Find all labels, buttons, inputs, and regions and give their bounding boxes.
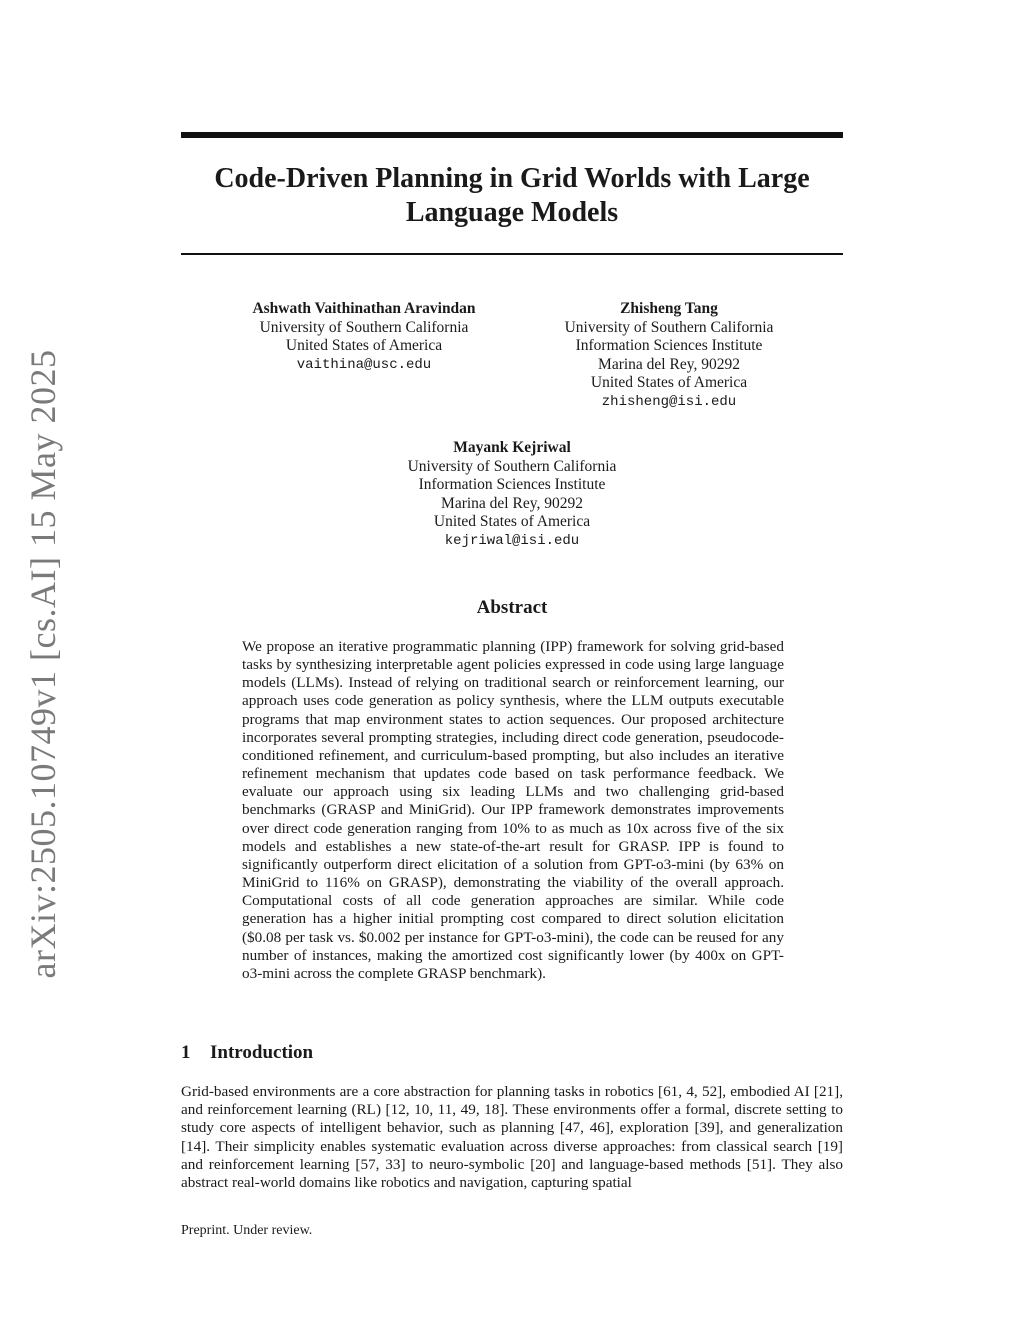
author-email: zhisheng@isi.edu: [601, 393, 737, 410]
author-affiliation: Marina del Rey, 90292: [598, 355, 740, 373]
author-affiliation: United States of America: [590, 374, 748, 391]
section-heading-introduction: [181, 1041, 313, 1065]
section-number: 1: [181, 1042, 191, 1063]
title-top-rule: [181, 132, 843, 138]
introduction-text: Grid-based environments are a core abstraction for planning tasks in robotics [61, 4, 52], embodied AI [21], and reinforcement learning (RL) [12, 10, 11, 49, 18]. These environments offer a formal, discrete setting to study core aspects of intelligent behavior, such as planning [47, 46], exploration [39], and generalization [14]. Their simplicity enables systematic evaluation across diverse approaches: from classical search [19] and reinforcement learning [57, 33] to neuro-symbolic [20] and language-based methods [51]. They also abstract real-world domains like robotics and navigation, capturing spatial: [181, 1083, 843, 1192]
author-block-3: [362, 439, 662, 550]
author-affiliation: Marina del Rey, 90292: [441, 494, 583, 512]
author-block-2: [519, 300, 819, 411]
author-affiliation: Information Sciences Institute: [418, 476, 606, 493]
footer-note: Preprint. Under review.: [181, 1223, 313, 1238]
author-affiliation: University of Southern California: [564, 318, 774, 336]
paper-title: Code-Driven Planning in Grid Worlds with Large Language Models: [214, 163, 810, 228]
author-name: Ashwath Vaithinathan Aravindan: [252, 300, 476, 317]
title-bottom-rule: [181, 253, 843, 255]
section-title: Introduction: [210, 1042, 314, 1063]
arxiv-identifier-stamp: arXiv:2505.10749v1 [cs.AI] 15 May 2025: [23, 349, 63, 979]
author-affiliation: United States of America: [433, 513, 591, 530]
author-affiliation: University of Southern California: [407, 457, 617, 475]
author-name: Mayank Kejriwal: [453, 439, 571, 456]
author-email: vaithina@usc.edu: [296, 356, 432, 373]
author-block-1: [214, 300, 514, 374]
author-affiliation: United States of America: [285, 337, 443, 354]
abstract-text: We propose an iterative programmatic planning (IPP) framework for solving grid-based tasks by synthesizing interpretable agent policies expressed in code using large language models (LLMs). Instead of relying on traditional search or reinforcement learning, our approach uses code generation as policy synthesis, where the LLM outputs executable programs that map environment states to action sequences. Our proposed architecture incorporates several prompting strategies, including direct code generation, pseudocode-conditioned refinement, and curriculum-based prompting, but also includes an iterative refinement mechanism that updates code based on task performance feedback. We evaluate our approach using six leading LLMs and two challenging grid-based benchmarks (GRASP and MiniGrid). Our IPP framework demonstrates improvements over direct code generation ranging from 10% to as much as 10x across five of the six models and establishes a new state-of-the-art result for GRASP. IPP is found to significantly outperform direct elicitation of a solution from GPT-o3-mini (by 63% on MiniGrid to 116% on GRASP), demonstrating the viability of the overall approach. Computational costs of all code generation approaches are similar. While code generation has a higher initial prompting cost compared to direct solution elicitation ($0.08 per task vs. $0.002 per instance for GPT-o3-mini), the code can be reused for any number of instances, making the amortized cost significantly lower (by 400x on GPT-o3-mini across the complete GRASP benchmark).: [242, 638, 784, 982]
author-name: Zhisheng Tang: [620, 300, 718, 317]
author-affiliation: Information Sciences Institute: [575, 337, 763, 354]
author-affiliation: University of Southern California: [259, 318, 469, 336]
abstract-heading: Abstract: [476, 597, 548, 618]
author-email: kejriwal@isi.edu: [444, 532, 580, 549]
